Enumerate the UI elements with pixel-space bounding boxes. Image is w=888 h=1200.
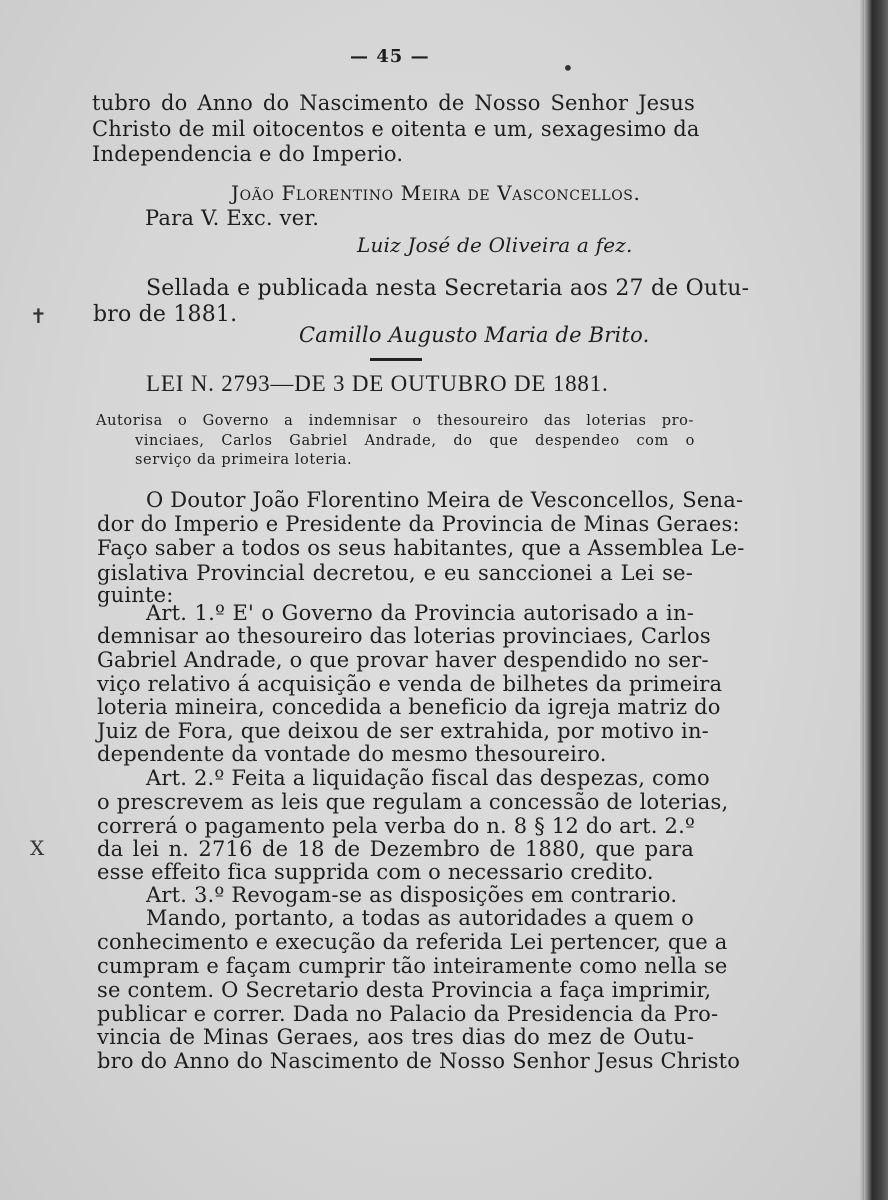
body-line-1: O Doutor João Florentino Meira de Vesconcellos, Sena-	[146, 488, 744, 512]
mando-line-6: vincia de Minas Geraes, aos tres dias do mez de Outu-	[97, 1025, 694, 1049]
article-1-line-4: viço relativo á acquisição e venda de bilhetes da primeira	[97, 672, 723, 696]
article-1-line-1: Art. 1.º E' o Governo da Provincia autorisado a in-	[146, 601, 694, 625]
opening-line-2: Christo de mil oitocentos e oitenta e um, sexagesimo da	[92, 117, 700, 141]
opening-line-3: Independencia e do Imperio.	[92, 142, 404, 166]
mando-line-7: bro do Anno do Nascimento de Nosso Senhor Jesus Christo	[97, 1049, 741, 1073]
page-number: — 45 —	[350, 46, 430, 67]
article-1-line-7: dependente da vontade do mesmo thesoureiro.	[97, 742, 607, 766]
body-line-2: dor do Imperio e Presidente da Provincia de Minas Geraes:	[97, 512, 740, 536]
opening-line-1: tubro do Anno do Nascimento de Nosso Senhor Jesus	[92, 91, 695, 115]
separator-rule	[370, 358, 422, 361]
summary-line-1: Autorisa o Governo a indemnisar o thesoureiro das loterias pro-	[96, 413, 694, 429]
margin-cross: ✝	[30, 304, 47, 328]
mando-line-3: cumpram e façam cumprir tão inteiramente como nella se	[97, 954, 728, 978]
book-spine-shadow	[864, 0, 888, 1200]
margin-mark: X	[30, 836, 45, 860]
article-1-line-6: Juiz de Fora, que deixou de ser extrahida, por motivo in-	[97, 719, 709, 743]
mando-line-4: se contem. O Secretario desta Provincia a faça imprimir,	[97, 978, 712, 1002]
article-3-line: Art. 3.º Revogam-se as disposições em contrario.	[146, 883, 678, 907]
article-2-line-5: esse effeito fica supprida com o necessario credito.	[97, 860, 654, 884]
mando-line-1: Mando, portanto, a todas as autoridades a quem o	[146, 906, 694, 930]
body-line-5: guinte:	[97, 583, 174, 607]
body-line-3: Faço saber a todos os seus habitantes, que a Assemblea Le-	[97, 536, 745, 560]
summary-line-2: vinciaes, Carlos Gabriel Andrade, do que despendeo com o	[135, 433, 695, 449]
fez-line: Luiz José de Oliveira a fez.	[357, 233, 633, 257]
signature-secretary: Camillo Augusto Maria de Brito.	[299, 323, 650, 347]
article-1-line-3: Gabriel Andrade, o que provar haver despendido no ser-	[97, 648, 709, 672]
mando-line-2: conhecimento e execução da referida Lei pertencer, que a	[97, 930, 728, 954]
sellada-line-2: bro de 1881.	[93, 302, 238, 327]
ink-speck: •	[562, 56, 574, 80]
para-ver: Para V. Exc. ver.	[145, 206, 320, 230]
article-2-line-2: o prescrevem as leis que regulam a concessão de loterias,	[97, 790, 729, 814]
sellada-line-1: Sellada e publicada nesta Secretaria aos 27 de Outu-	[146, 276, 750, 301]
mando-line-5: publicar e correr. Dada no Palacio da Presidencia da Pro-	[97, 1002, 719, 1026]
law-title: LEI N. 2793—DE 3 DE OUTUBRO DE 1881.	[146, 371, 609, 396]
article-2-line-1: Art. 2.º Feita a liquidação fiscal das despezas, como	[146, 766, 710, 790]
article-2-line-4: da lei n. 2716 de 18 de Dezembro de 1880, que para	[97, 837, 694, 861]
article-1-line-5: loteria mineira, concedida a beneficio da igreja matriz do	[97, 695, 721, 719]
article-2-line-3: correrá o pagamento pela verba do n. 8 § 12 do art. 2.º	[97, 814, 696, 838]
signature-president: João Florentino Meira de Vasconcellos.	[231, 181, 641, 205]
summary-line-3: serviço da primeira loteria.	[135, 452, 353, 468]
body-line-4: gislativa Provincial decretou, e eu sanccionei a Lei se-	[97, 561, 693, 585]
article-1-line-2: demnisar ao thesoureiro das loterias provinciaes, Carlos	[97, 624, 711, 648]
